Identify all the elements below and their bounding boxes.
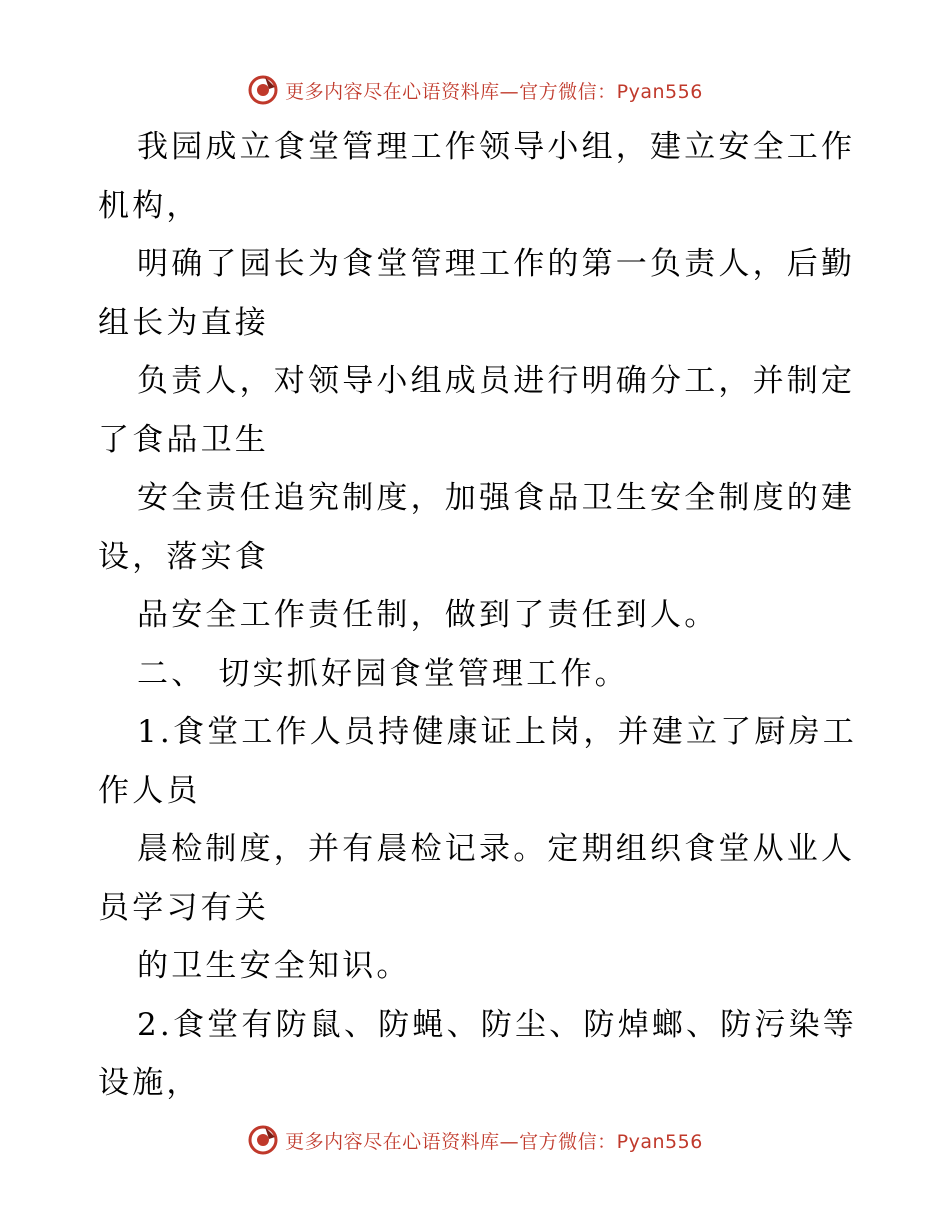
header-watermark <box>0 70 950 110</box>
text-line: 明确了园长为食堂管理工作的第一负责人，后勤 <box>137 246 856 282</box>
text-line: 设，落实食 <box>98 538 269 575</box>
text-line: 了食品卫生 <box>98 421 269 458</box>
section-heading: 二、 切实抓好园食堂管理工作。 <box>137 655 629 692</box>
watermark-logo-icon <box>247 74 279 106</box>
text-line: 作人员 <box>98 772 201 809</box>
text-line: 品安全工作责任制，做到了责任到人。 <box>137 597 719 633</box>
text-line: 1.食堂工作人员持健康证上岗，并建立了厨房工 <box>137 714 857 750</box>
text-line: 我园成立食堂管理工作领导小组，建立安全工作 <box>137 129 856 165</box>
text-line: 机构， <box>98 187 201 224</box>
text-line: 设施， <box>98 1065 201 1101</box>
watermark-text: 更多内容尽在心语资料库—官方微信：Pyan556 <box>285 1130 703 1153</box>
text-line: 晨检制度，并有晨检记录。定期组织食堂从业人 <box>137 831 856 867</box>
text-line: 员学习有关 <box>98 889 269 926</box>
text-line: 安全责任追究制度，加强食品卫生安全制度的建 <box>137 480 856 516</box>
watermark-text: 更多内容尽在心语资料库—官方微信：Pyan556 <box>285 80 703 103</box>
footer-watermark <box>0 1120 950 1160</box>
text-line: 的卫生安全知识。 <box>137 948 411 984</box>
text-line: 2.食堂有防鼠、防蝇、防尘、防焯螂、防污染等 <box>137 1006 857 1043</box>
text-line: 组长为直接 <box>98 304 269 341</box>
document-body <box>98 118 858 1113</box>
text-line: 负责人，对领导小组成员进行明确分工，并制定 <box>137 363 856 399</box>
watermark-logo-icon <box>247 1124 279 1156</box>
